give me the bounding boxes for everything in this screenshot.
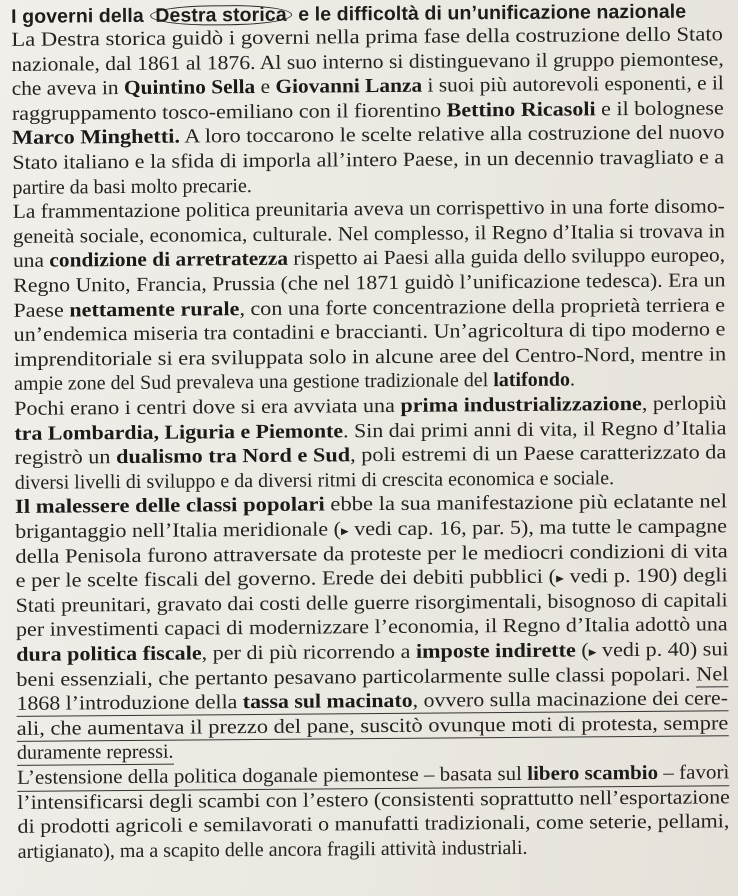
bold-term: Quintino Sella bbox=[123, 76, 256, 100]
text-span: artigianato), ma a scapito delle ancora fragili attività industriali. bbox=[17, 836, 528, 863]
text-span: un’endemica miseria tra contadini e braccianti. Un’agricoltura di tipo moderno e bbox=[13, 318, 726, 347]
text-line bbox=[14, 393, 726, 419]
text-line bbox=[12, 98, 724, 124]
bold-term: dualismo tra Nord e Sud bbox=[116, 444, 351, 469]
text-span: , suscitò ovunque moti di protesta, sempre bbox=[348, 712, 729, 738]
text-span: L’estensione della politica doganale piemontese – basata sul bbox=[17, 762, 528, 789]
text-line bbox=[12, 176, 251, 198]
text-line bbox=[15, 516, 727, 542]
text-line bbox=[11, 49, 723, 75]
heading-text-before: I governi della bbox=[11, 4, 150, 28]
text-span: e il bolognese bbox=[595, 97, 724, 121]
text-span: , perlopiù bbox=[641, 392, 727, 415]
text-span: una bbox=[12, 250, 50, 273]
bold-term: latifondo bbox=[493, 368, 571, 392]
text-span: , per di più ricorrendo a bbox=[201, 640, 416, 665]
text-span: ebbe la sua manifestazione più eclatante nel bbox=[324, 490, 728, 516]
bold-term: libero scambio bbox=[527, 761, 659, 785]
text-line bbox=[13, 197, 725, 223]
bold-term: prima industrializzazione bbox=[400, 392, 642, 417]
text-line bbox=[13, 246, 725, 272]
text-span: ali, che aumentava il prezzo del pane bbox=[16, 715, 350, 740]
text-span: Pochi erano i centri dove si era avviata una bbox=[14, 394, 401, 420]
text-span: diversi livelli di sviluppo e da diversi ritmi di crescita economica e sociale. bbox=[14, 466, 615, 494]
text-line bbox=[15, 442, 727, 468]
text-span: 1868 l’introduzione della bbox=[16, 691, 243, 716]
reference-arrow-icon: ▸ bbox=[588, 645, 597, 661]
text-line bbox=[16, 639, 729, 665]
text-span: partire da basi molto precarie. bbox=[12, 174, 252, 199]
text-span: vedi p. 40) sui bbox=[596, 638, 729, 662]
bold-term: dura politica fiscale bbox=[16, 642, 202, 666]
text-span: vedi cap. 16, par. 5), ma tutte le campagne bbox=[348, 515, 728, 541]
text-line bbox=[15, 565, 727, 591]
text-span: La frammentazione politica preunitaria aveva un corrispettivo in una forte disomo- bbox=[12, 195, 725, 224]
text-span: Stati preunitari, gravato dai costi delle guerre risorgimentali, bisognoso di capitali bbox=[15, 589, 728, 617]
bold-term: tassa sul macinato bbox=[242, 689, 413, 714]
bold-term: Bettino Ricasoli bbox=[446, 98, 596, 122]
text-span: brigantaggio nell’Italia meridionale ( bbox=[15, 518, 342, 543]
text-span: e per le scelte fiscali del governo. Erede dei debiti pubblici ( bbox=[15, 565, 557, 593]
text-line bbox=[13, 221, 725, 247]
text-span: e bbox=[255, 76, 276, 99]
text-line bbox=[15, 468, 614, 493]
text-span: vedi p. 190) degli bbox=[563, 564, 728, 588]
text-span: Stato italiano e la sfida di imporla all’intero Paese, in un decennio travagliato e a bbox=[12, 146, 725, 174]
text-line bbox=[17, 713, 729, 739]
text-line bbox=[16, 615, 728, 641]
text-line bbox=[16, 688, 728, 714]
bold-term: condizione di arretratezza bbox=[49, 248, 289, 273]
text-span: ( bbox=[575, 639, 589, 662]
text-span: Paese bbox=[13, 299, 70, 322]
text-line bbox=[14, 344, 727, 370]
text-line bbox=[13, 270, 725, 296]
bold-term: imposte indirette bbox=[415, 639, 576, 663]
text-span: registrò un bbox=[14, 446, 117, 470]
text-span: raggruppamento tosco-emiliano con il fiorentino bbox=[11, 99, 447, 125]
reference-arrow-icon: ▸ bbox=[556, 571, 565, 587]
text-line bbox=[14, 320, 726, 346]
text-line bbox=[18, 838, 528, 862]
text-span: l’intensificarsi degli scambi con l’estero (consistenti soprattutto nell’esportazione bbox=[17, 785, 730, 814]
text-line bbox=[12, 123, 725, 149]
text-line bbox=[15, 541, 728, 567]
text-line bbox=[13, 295, 725, 321]
bold-term: nettamente rurale bbox=[69, 297, 240, 322]
text-span: nazionale, dal 1861 al 1876. Al suo interno si distinguevano il gruppo piemontese, bbox=[11, 47, 724, 76]
text-span: , poli estremi di un Paese caratterizzato da bbox=[350, 441, 727, 467]
text-span: Regno Unito, Francia, Prussia (che nel 1871 guidò l’unificazione tedesca). Era un bbox=[13, 269, 726, 297]
text-span: per investimenti capaci di modernizzare l’economia, il Regno d’Italia adottò una bbox=[15, 613, 728, 642]
text-line bbox=[12, 147, 724, 173]
text-span: che aveva in bbox=[11, 77, 124, 101]
bold-term: Giovanni Lanza bbox=[275, 74, 423, 99]
text-span: imprenditoriale si era sviluppata solo in alcune aree del Centro-Nord, mentre in bbox=[13, 343, 727, 371]
text-line bbox=[17, 811, 729, 837]
text-span: rispetto ai Paesi alla guida dello sviluppo europeo, bbox=[287, 244, 726, 271]
text-line bbox=[17, 762, 729, 788]
text-line bbox=[14, 370, 575, 394]
reference-arrow-icon: ▸ bbox=[340, 524, 349, 540]
bold-term: Marco Minghetti. bbox=[12, 125, 181, 150]
text-line bbox=[15, 492, 727, 518]
text-span: A loro toccarono le scelte relative alla costruzione del nuovo bbox=[179, 121, 725, 148]
text-line bbox=[12, 74, 724, 100]
text-span: beni essenziali, che pertanto pesavano particolarmente sulle classi popolari. bbox=[16, 663, 697, 691]
text-span: geneità sociale, economica, culturale. Nel complesso, il Regno d’Italia si trovava in bbox=[12, 220, 726, 248]
text-span: i suoi più autorevoli esponenti, e il bbox=[422, 72, 724, 97]
text-span: . bbox=[569, 368, 576, 391]
text-span: . Sin dai primi anni di vita, il Regno d’Italia bbox=[342, 416, 727, 442]
heading-text-after: e le difficoltà di un’unificazione nazionale bbox=[292, 0, 687, 26]
text-span: ampie zone del Sud prevaleva una gestione tradizionale del bbox=[13, 369, 494, 396]
text-line bbox=[17, 787, 730, 813]
text-line bbox=[17, 742, 174, 763]
text-span: della Penisola furono attraversate da proteste per le mediocri condizioni di vita bbox=[15, 539, 728, 568]
text-span: Nel bbox=[696, 662, 729, 686]
bold-term: Il malessere delle classi popolari bbox=[14, 493, 325, 519]
text-span: , con una forte concentrazione della proprietà terriera e bbox=[239, 293, 726, 320]
text-line bbox=[14, 418, 726, 444]
text-span: , ovvero sulla macinazione dei cere- bbox=[412, 687, 729, 712]
text-line bbox=[11, 24, 723, 50]
text-span: duramente repressi. bbox=[16, 741, 174, 765]
bold-term: tra Lombardia, Liguria e Piemonte bbox=[14, 419, 344, 445]
heading-circled-term: Destra storica bbox=[150, 5, 292, 26]
text-span: La Destra storica guidò i governi nella prima fase della costruzione dello Stato bbox=[11, 23, 724, 51]
text-span: – favorì bbox=[658, 761, 730, 784]
text-line bbox=[16, 664, 728, 690]
text-span: di prodotti agricoli e semilavorati o manufatti tradizionali, come seterie, pellami, bbox=[17, 810, 730, 839]
text-line bbox=[16, 590, 728, 616]
